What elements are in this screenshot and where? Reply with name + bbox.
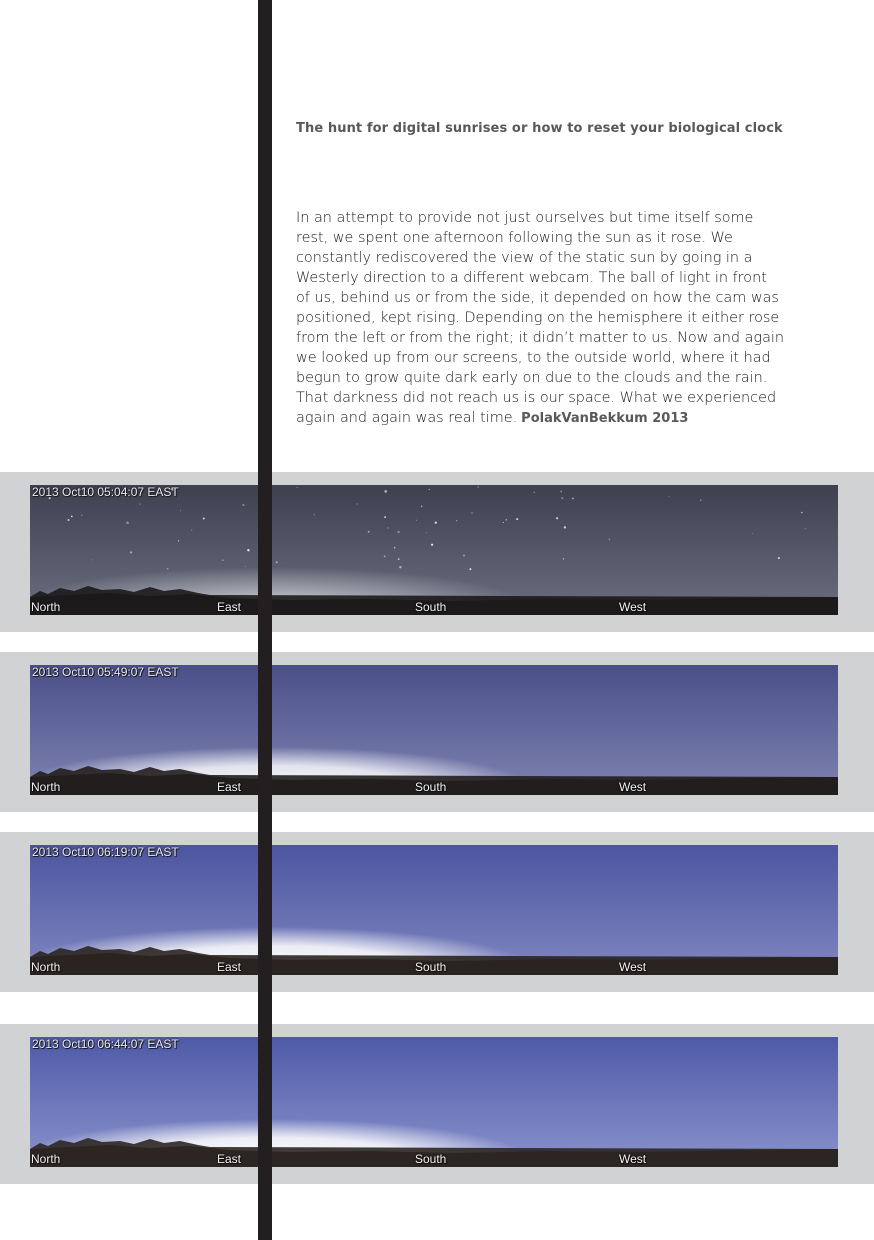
star (426, 532, 427, 533)
direction-label-east: East (217, 960, 242, 974)
article-title: The hunt for digital sunrises or how to reset your biological clock (296, 121, 783, 136)
star (167, 568, 169, 570)
star (314, 514, 315, 515)
star (560, 491, 562, 493)
star (126, 522, 129, 525)
star (429, 489, 430, 490)
direction-label-south: South (415, 600, 447, 614)
star (421, 506, 423, 508)
star (700, 499, 701, 500)
star (503, 522, 504, 523)
author-signature: PolakVanBekkum 2013 (521, 411, 689, 426)
star (801, 512, 803, 514)
panorama-timestamp: 2013 Oct10 05:04:07 EAST (32, 485, 179, 499)
direction-label-east: East (217, 600, 242, 614)
star (435, 522, 437, 524)
body-line: of us, behind us or from the side, it depended on how the cam was (296, 290, 779, 306)
star (67, 519, 69, 521)
webcam-panorama-4 (30, 1037, 838, 1167)
panorama-band-3 (0, 832, 874, 992)
direction-label-west: West (619, 1152, 647, 1166)
star (805, 528, 806, 529)
star (752, 533, 753, 534)
direction-label-north: North (31, 600, 61, 614)
article-body (296, 208, 796, 429)
star (506, 519, 507, 520)
direction-label-west: West (619, 780, 647, 794)
star (356, 503, 358, 505)
star (71, 516, 73, 518)
star (180, 510, 181, 511)
body-line-final (296, 408, 796, 429)
body-line: That darkness did not reach us is our space. What we experienced (296, 390, 777, 406)
star (394, 547, 395, 548)
direction-label-west: West (619, 600, 647, 614)
body-line: from the left or from the right; it didn’t matter to us. Now and again (296, 330, 785, 346)
star (203, 517, 205, 519)
body-line: positioned, kept rising. Depending on the hemisphere it either rose (296, 310, 780, 326)
star (477, 486, 478, 487)
direction-label-north: North (31, 1152, 61, 1166)
star (516, 518, 518, 520)
panorama-image-3 (30, 845, 838, 975)
star (397, 531, 399, 533)
star (556, 517, 558, 519)
star (564, 526, 566, 528)
star (368, 531, 370, 533)
direction-label-south: South (415, 1152, 447, 1166)
webcam-panorama-3 (30, 845, 838, 975)
star (139, 503, 141, 505)
body-line: constantly rediscovered the view of the static sun by going in a (296, 250, 753, 266)
star (191, 529, 192, 530)
star (471, 513, 472, 514)
star (456, 520, 457, 521)
star (533, 492, 535, 494)
body-line: rest, we spent one afternoon following the sun as it rose. We (296, 230, 733, 246)
star (778, 557, 780, 559)
panorama-timestamp: 2013 Oct10 06:44:07 EAST (32, 1037, 179, 1051)
star (398, 558, 400, 560)
star (222, 559, 224, 561)
body-line: begun to grow quite dark early on due to the clouds and the rain. (296, 370, 768, 386)
star (247, 549, 249, 551)
star (276, 561, 278, 563)
direction-label-north: North (31, 780, 61, 794)
vertical-divider-bar (258, 0, 272, 1240)
star (399, 566, 401, 568)
star (81, 515, 82, 516)
star (384, 516, 386, 518)
star (130, 551, 132, 553)
star (178, 540, 179, 541)
star (297, 487, 298, 488)
body-line: Westerly direction to a different webcam. The ball of light in front (296, 270, 767, 286)
panorama-timestamp: 2013 Oct10 05:49:07 EAST (32, 665, 179, 679)
star (609, 539, 610, 540)
star (245, 566, 246, 567)
webcam-panorama-1 (30, 485, 838, 615)
star (384, 555, 386, 557)
star (563, 558, 564, 559)
direction-label-south: South (415, 780, 447, 794)
direction-label-east: East (217, 780, 242, 794)
direction-label-south: South (415, 960, 447, 974)
star (668, 496, 669, 497)
body-line: In an attempt to provide not just ourselves but time itself some (296, 210, 754, 226)
panorama-image-4 (30, 1037, 838, 1167)
panorama-image-1 (30, 485, 838, 615)
star (463, 554, 465, 556)
webcam-panorama-2 (30, 665, 838, 795)
star (92, 559, 93, 560)
direction-label-east: East (217, 1152, 242, 1166)
star (561, 497, 563, 499)
star (388, 528, 389, 529)
direction-label-north: North (31, 960, 61, 974)
panorama-band-4 (0, 1024, 874, 1184)
star (416, 520, 417, 521)
panorama-band-1 (0, 472, 874, 632)
panorama-timestamp: 2013 Oct10 06:19:07 EAST (32, 845, 179, 859)
panorama-image-2 (30, 665, 838, 795)
body-line-text: again and again was real time. (296, 410, 518, 426)
star (431, 544, 433, 546)
panorama-band-2 (0, 652, 874, 812)
star (384, 490, 387, 493)
star (242, 504, 244, 506)
body-line: we looked up from our screens, to the outside world, where it had (296, 350, 771, 366)
star (469, 568, 471, 570)
star (572, 498, 574, 500)
direction-label-west: West (619, 960, 647, 974)
